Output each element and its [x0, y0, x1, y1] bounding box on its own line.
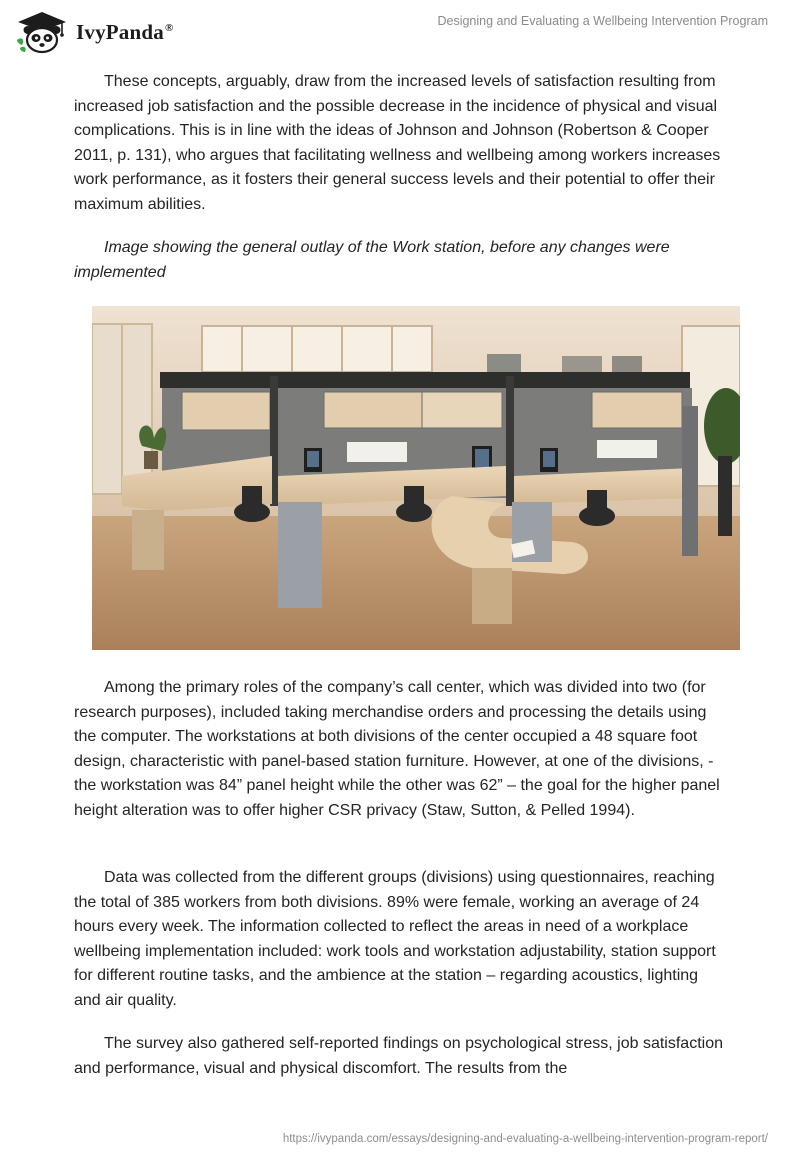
brand-name: IvyPanda® [76, 19, 174, 44]
panda-graduate-icon [14, 10, 70, 54]
paragraph-4: The survey also gathered self-reported findings on psychological stress, job satisfaction and performance, visual and physical discomfort. The results from the [74, 1035, 723, 1077]
page-header [0, 0, 800, 64]
ivypanda-logo[interactable] [14, 10, 173, 54]
document-title: Designing and Evaluating a Wellbeing Intervention Program [437, 14, 768, 28]
paragraph-1: These concepts, arguably, draw from the increased levels of satisfaction resulting from increased job satisfaction and the possible decrease in the incidence of physical and visual complications. This is in line with the ideas of Johnson and Johnson (Robertson & Cooper 2011, p. 131), who argues that facilitating wellness and wellbeing among workers increases work performance, as it fosters their general success levels and their potential to offer their maximum abilities. [74, 73, 721, 213]
paragraph-3: Data was collected from the different groups (divisions) using questionnaires, reaching the total of 385 workers from both divisions. 89% were female, working an average of 24 hours every week. The information collected to reflect the areas in need of a workplace wellbeing implementation included: work tools and workstation adjustability, station support for different routine tasks, and the ambience at the station – regarding acoustics, lighting and air quality. [74, 869, 716, 1009]
image-caption: Image showing the general outlay of the Work station, before any changes were implemented [74, 239, 670, 281]
source-url[interactable]: https://ivypanda.com/essays/designing-and-evaluating-a-wellbeing-intervention-program-report/ [282, 1133, 768, 1145]
workstation-photo [92, 306, 740, 650]
paragraph-2: Among the primary roles of the company’s call center, which was divided into two (for research purposes), included taking merchandise orders and processing the details using the computer. The workstations at both divisions of the center occupied a 48 square foot design, characteristic with panel-based station furniture. However, at one of the divisions, - the workstation was 84” panel height while the other was 62” – the goal for the higher panel height alteration was to offer higher CSR privacy (Staw, Sutton, & Pelled 1994). [74, 679, 720, 819]
